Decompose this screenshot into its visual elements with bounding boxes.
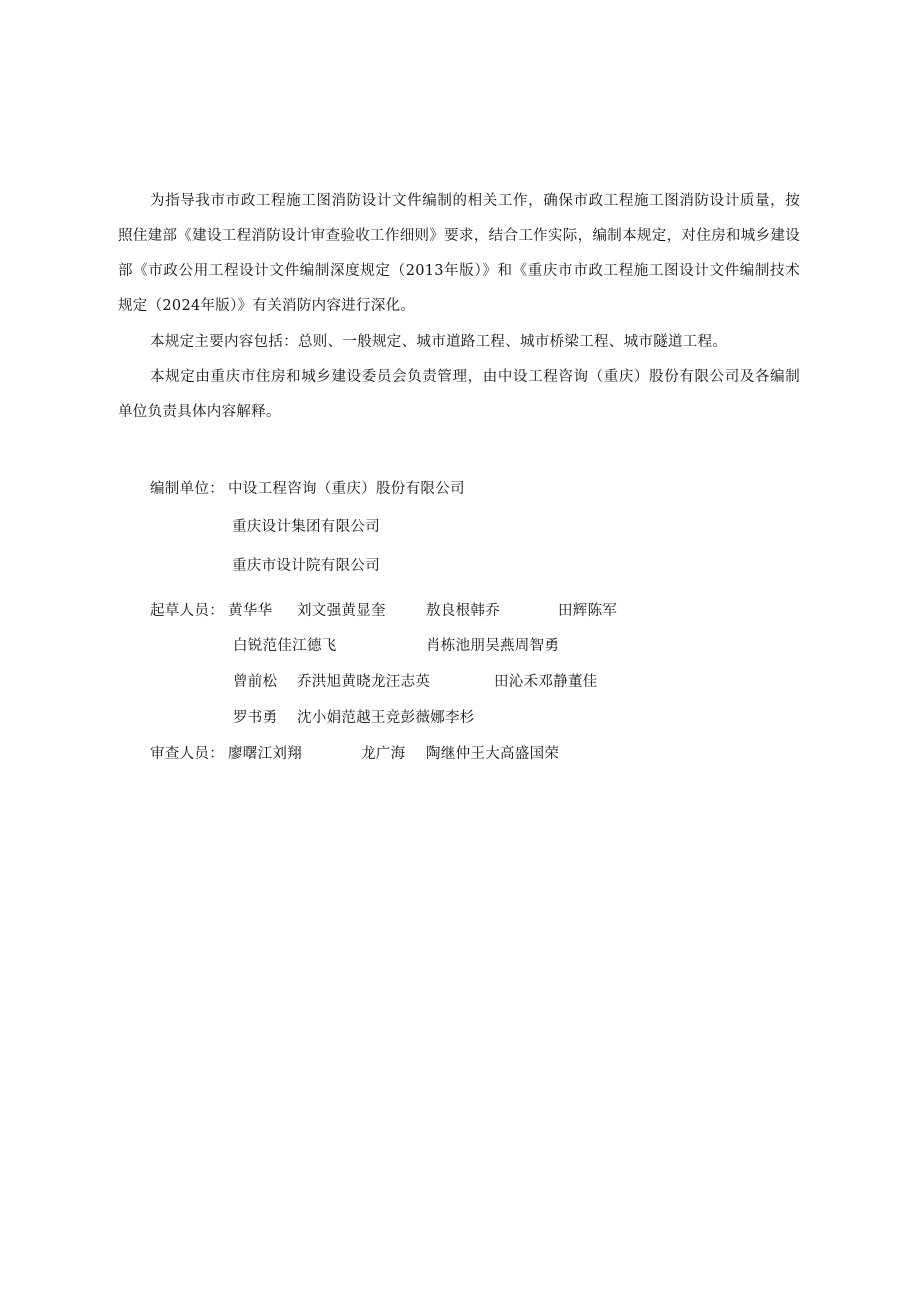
drafter-name: 曾前松 (233, 674, 278, 690)
drafter-name: 黄华华 (228, 603, 273, 619)
unit-name: 重庆设计集团有限公司 (232, 519, 380, 535)
content-paragraph: 本规定主要内容包括：总则、一般规定、城市道路工程、城市桥梁工程、城市隧道工程。 (150, 334, 728, 350)
reviewer-name: 廖曙江刘翔 (228, 746, 302, 762)
drafter-name: 田沁禾邓静董佳 (494, 674, 598, 690)
drafter-name: 罗书勇 (233, 710, 278, 726)
drafter-name: 敖良根韩乔 (426, 603, 500, 619)
unit-name: 中设工程咨询（重庆）股份有限公司 (228, 481, 465, 497)
drafter-name: 沈小娟范越王竞彭薇娜李杉 (297, 710, 475, 726)
reviewers-label: 审查人员： (150, 746, 224, 762)
drafter-name: 白锐范佳江德飞 (233, 638, 337, 654)
drafters-label: 起草人员： (150, 603, 224, 619)
drafter-name: 乔洪旭黄晓龙汪志英 (297, 674, 431, 690)
administration-paragraph: 本规定由重庆市住房和城乡建设委员会负责管理，由中设工程咨询（重庆）股份有限公司及各编制单位负责具体内容解释。 (118, 369, 800, 420)
reviewer-name: 陶继仲王大高盛国荣 (426, 746, 560, 762)
drafter-name: 田辉陈军 (558, 603, 618, 619)
reviewer-name: 龙广海 (361, 746, 406, 762)
drafter-name: 肖栋池朋吴燕周智勇 (426, 638, 560, 654)
units-label: 编制单位： (150, 481, 224, 497)
unit-name: 重庆市设计院有限公司 (232, 558, 380, 574)
drafter-name: 刘文强黄显奎 (297, 603, 386, 619)
intro-paragraph: 为指导我市市政工程施工图消防设计文件编制的相关工作，确保市政工程施工图消防设计质量，按照住建部《建设工程消防设计审查验收工作细则》要求，结合工作实际，编制本规定，对住房和城乡建设部《市政公用工程设计文件编制深度规定（2013年版）》和《重庆市市政工程施工图设计文件编制技术规定（2024年版）》有关消防内容进行深化。 (118, 193, 800, 314)
